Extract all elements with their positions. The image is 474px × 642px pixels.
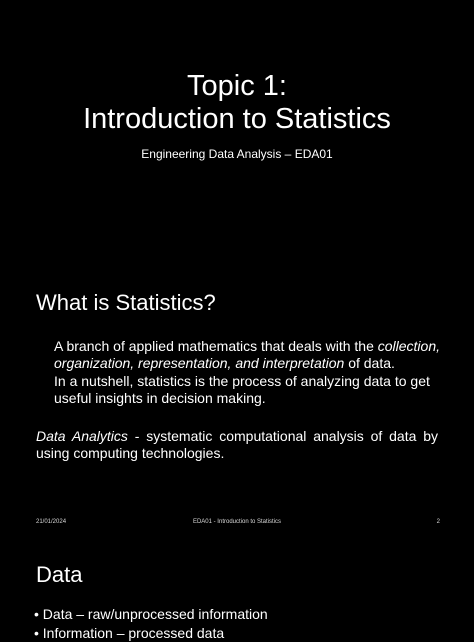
bullet-item: • Information – processed data [34,625,225,641]
data-slide [0,540,474,641]
slide-title-line-2: Introduction to Statistics [83,103,391,135]
data-analytics-paragraph [36,428,438,462]
footer-title: EDA01 - Introduction to Statistics [192,519,282,525]
definition-text-a: A branch of applied mathematics that deals with the [54,338,378,354]
title-slide [0,0,474,268]
footer-date: 21/01/2024 [36,519,67,525]
slide-subtitle: Engineering Data Analysis – EDA01 [141,147,333,161]
slide-title-line-1: Topic 1: [187,70,287,102]
data-analytics-definition: - systematic computational analysis of data by using computing technologies. [36,428,439,461]
slide-heading: Data [36,562,83,587]
nutshell-paragraph: In a nutshell, statistics is the process of analyzing data to get useful insights in decision making. [54,373,430,406]
slide-heading: What is Statistics? [36,290,216,315]
definition-emphasis: collection, organization, representation, and interpretation [54,338,441,371]
footer-page-number: 2 [436,519,440,525]
definition-text-b: of data. [344,355,395,371]
bullet-item: • Data – raw/unprocessed information [34,606,268,622]
data-analytics-term: Data Analytics [36,428,128,444]
what-is-statistics-slide [0,268,474,540]
definition-paragraph [36,338,456,372]
